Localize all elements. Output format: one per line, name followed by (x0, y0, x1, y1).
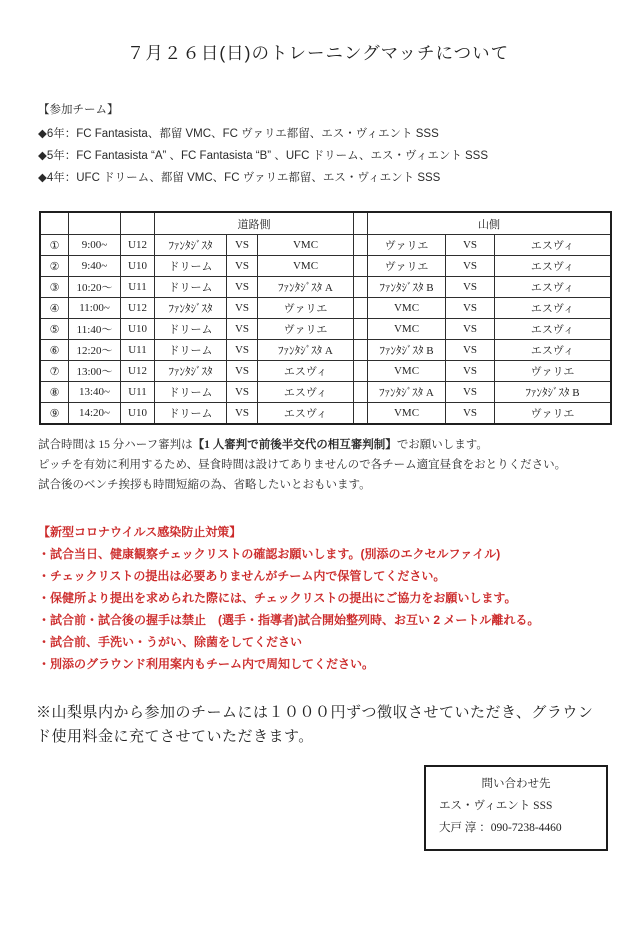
vs-label: VS (227, 319, 258, 340)
note-referee-post: でお願いします。 (396, 439, 488, 451)
vs-label: VS (446, 277, 495, 298)
age-category: U11 (121, 382, 155, 403)
road-home-team: ﾌｧﾝﾀｼﾞｽﾀ (155, 361, 227, 382)
table-row (40, 319, 611, 340)
note-line-referee (38, 435, 598, 455)
contact-person: 大戸 淳 ：090-7238-4460 (439, 822, 562, 834)
mountain-side-header: 山側 (368, 212, 612, 235)
mountain-home-team: VMC (368, 319, 446, 340)
header-empty-cat (121, 212, 155, 235)
gap-cell (354, 298, 368, 319)
table-row (40, 382, 611, 403)
gap-cell (354, 403, 368, 425)
table-row (40, 340, 611, 361)
gap-cell (354, 256, 368, 277)
covid-measures-section (38, 521, 598, 675)
gap-cell (354, 361, 368, 382)
gap-cell (354, 277, 368, 298)
match-number: ① (40, 235, 69, 256)
covid-item: ・チェックリストの提出は必要ありませんがチーム内で保管してください。 (38, 569, 446, 583)
covid-item: ・試合前、手洗い・うがい、除菌をしてください (38, 635, 303, 649)
mountain-away-team: エスヴィ (495, 340, 612, 361)
road-home-team: ﾌｧﾝﾀｼﾞｽﾀ (155, 298, 227, 319)
age-category: U11 (121, 340, 155, 361)
participant-line-grade5: ◆5年：FC Fantasista “A” 、FC Fantasista “B” 、UFC ドリーム、エス・ヴィエント SSS (38, 150, 489, 162)
covid-heading: 【新型コロナウイルス感染防止対策】 (38, 525, 242, 539)
mountain-away-team: エスヴィ (495, 277, 612, 298)
mountain-home-team: VMC (368, 361, 446, 382)
age-category: U12 (121, 361, 155, 382)
age-category: U10 (121, 403, 155, 425)
vs-label: VS (446, 361, 495, 382)
road-home-team: ドリーム (155, 319, 227, 340)
table-header-row (40, 212, 611, 235)
mountain-away-team: エスヴィ (495, 319, 612, 340)
table-row (40, 298, 611, 319)
mountain-home-team: VMC (368, 403, 446, 425)
road-away-team: ﾌｧﾝﾀｼﾞｽﾀ A (258, 277, 354, 298)
vs-label: VS (227, 382, 258, 403)
road-home-team: ドリーム (155, 256, 227, 277)
match-time: 11:00~ (69, 298, 121, 319)
note-line-lunch: ピッチを有効に利用するため、昼食時間は設けてありませんので各チーム適宜昼食をおとりください。 (38, 459, 567, 471)
road-home-team: ﾌｧﾝﾀｼﾞｽﾀ (155, 235, 227, 256)
road-away-team: ヴァリエ (258, 319, 354, 340)
table-row (40, 256, 611, 277)
match-number: ⑤ (40, 319, 69, 340)
note-referee-pre: 試合時間は 15 分ハーフ審判は (38, 439, 193, 451)
fee-note: ※山梨県内から参加のチームには１０００円ずつ徴収させていただき、グラウンド使用料金に充てさせていただきます。 (36, 705, 594, 745)
vs-label: VS (227, 256, 258, 277)
match-time: 9:40~ (69, 256, 121, 277)
table-row (40, 235, 611, 256)
participant-line-grade6: ◆6年：FC Fantasista、都留 VMC、FC ヴァリエ都留、エス・ヴィエント SSS (38, 128, 439, 140)
age-category: U10 (121, 319, 155, 340)
gap-cell (354, 212, 368, 235)
match-number: ④ (40, 298, 69, 319)
age-category: U11 (121, 277, 155, 298)
vs-label: VS (227, 235, 258, 256)
vs-label: VS (227, 277, 258, 298)
vs-label: VS (227, 340, 258, 361)
header-empty-no (40, 212, 69, 235)
match-number: ⑧ (40, 382, 69, 403)
road-home-team: ドリーム (155, 382, 227, 403)
match-number: ⑦ (40, 361, 69, 382)
participants-heading: 【参加チーム】 (38, 104, 119, 116)
mountain-home-team: ﾌｧﾝﾀｼﾞｽﾀ A (368, 382, 446, 403)
mountain-away-team: エスヴィ (495, 256, 612, 277)
match-time: 13:00～ (69, 361, 121, 382)
match-number: ② (40, 256, 69, 277)
match-number: ③ (40, 277, 69, 298)
gap-cell (354, 319, 368, 340)
road-away-team: エスヴィ (258, 361, 354, 382)
contact-heading: 問い合わせ先 (481, 778, 551, 790)
vs-label: VS (446, 382, 495, 403)
table-row (40, 361, 611, 382)
vs-label: VS (227, 361, 258, 382)
covid-item: ・試合当日、健康観察チェックリストの確認お願いします。(別添のエクセルファイル) (38, 547, 501, 561)
match-number: ⑥ (40, 340, 69, 361)
vs-label: VS (227, 403, 258, 425)
road-away-team: VMC (258, 235, 354, 256)
mountain-away-team: エスヴィ (495, 235, 612, 256)
road-home-team: ドリーム (155, 403, 227, 425)
header-empty-time (69, 212, 121, 235)
road-away-team: ﾌｧﾝﾀｼﾞｽﾀ A (258, 340, 354, 361)
road-away-team: エスヴィ (258, 382, 354, 403)
covid-item: ・別添のグラウンド利用案内もチーム内で周知してください。 (38, 657, 375, 671)
road-away-team: VMC (258, 256, 354, 277)
participant-line-grade4: ◆4年：UFC ドリーム、都留 VMC、FC ヴァリエ都留、エス・ヴィエント SSS (38, 172, 441, 184)
vs-label: VS (446, 319, 495, 340)
mountain-home-team: ヴァリエ (368, 235, 446, 256)
match-time: 13:40~ (69, 382, 121, 403)
vs-label: VS (446, 298, 495, 319)
mountain-home-team: ﾌｧﾝﾀｼﾞｽﾀ B (368, 277, 446, 298)
vs-label: VS (446, 340, 495, 361)
match-number: ⑨ (40, 403, 69, 425)
match-time: 12:20～ (69, 340, 121, 361)
road-home-team: ドリーム (155, 340, 227, 361)
document-page (0, 40, 636, 940)
match-time: 10:20～ (69, 277, 121, 298)
note-line-greeting: 試合後のベンチ挨拶も時間短縮の為、省略したいとおもいます。 (38, 479, 371, 491)
page-title: ７月２６日(日)のトレーニングマッチについて (126, 43, 510, 63)
mountain-away-team: ヴァリエ (495, 361, 612, 382)
schedule-table (39, 211, 612, 425)
note-referee-bold: 【1 人審判で前後半交代の相互審判制】 (192, 439, 397, 451)
age-category: U12 (121, 235, 155, 256)
match-time: 9:00~ (69, 235, 121, 256)
gap-cell (354, 382, 368, 403)
vs-label: VS (227, 298, 258, 319)
match-time: 14:20~ (69, 403, 121, 425)
road-home-team: ドリーム (155, 277, 227, 298)
road-away-team: エスヴィ (258, 403, 354, 425)
mountain-away-team: ヴァリエ (495, 403, 612, 425)
mountain-away-team: ﾌｧﾝﾀｼﾞｽﾀ B (495, 382, 612, 403)
mountain-home-team: ヴァリエ (368, 256, 446, 277)
mountain-home-team: VMC (368, 298, 446, 319)
vs-label: VS (446, 256, 495, 277)
participants-section (38, 101, 598, 189)
mountain-home-team: ﾌｧﾝﾀｼﾞｽﾀ B (368, 340, 446, 361)
vs-label: VS (446, 235, 495, 256)
road-away-team: ヴァリエ (258, 298, 354, 319)
mountain-away-team: エスヴィ (495, 298, 612, 319)
table-row (40, 277, 611, 298)
table-row (40, 403, 611, 425)
match-notes (38, 435, 598, 495)
age-category: U12 (121, 298, 155, 319)
contact-box (424, 765, 608, 851)
vs-label: VS (446, 403, 495, 425)
match-time: 11:40～ (69, 319, 121, 340)
contact-team: エス・ヴィエント SSS (439, 800, 553, 812)
covid-item: ・試合前・試合後の握手は禁止 (選手・指導者)試合開始整列時、お互い 2 メートル離れる。 (38, 613, 540, 627)
covid-item: ・保健所より提出を求められた際には、チェックリストの提出にご協力をお願いします。 (38, 591, 517, 605)
age-category: U10 (121, 256, 155, 277)
road-side-header: 道路側 (155, 212, 354, 235)
gap-cell (354, 235, 368, 256)
gap-cell (354, 340, 368, 361)
